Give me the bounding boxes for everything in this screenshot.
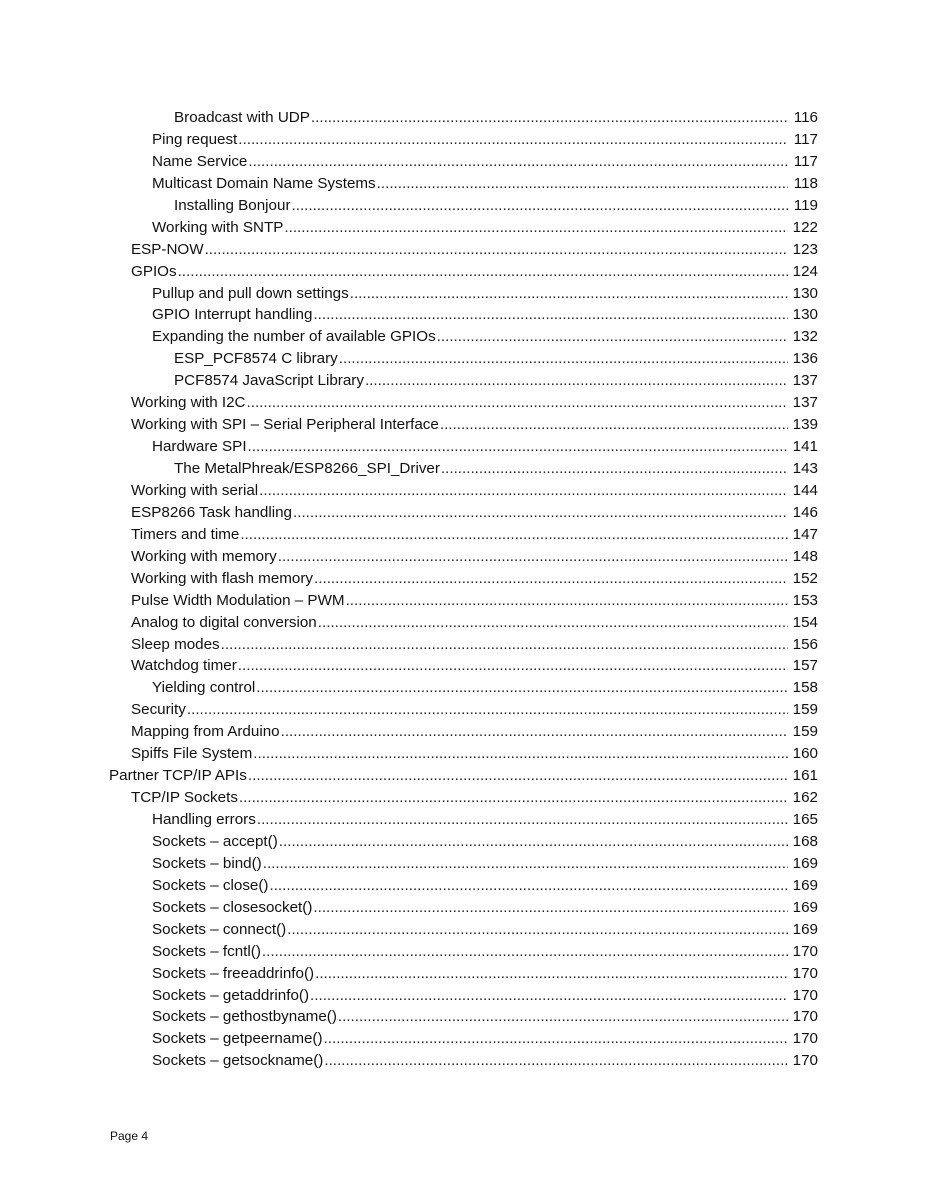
page-footer-label: Page 4 — [110, 1129, 149, 1143]
toc-entry-title: Timers and time — [131, 524, 239, 546]
toc-entry[interactable] — [0, 612, 818, 634]
toc-entry-page-number: 141 — [792, 438, 818, 456]
toc-entry-page-number: 165 — [792, 811, 818, 828]
toc-entry-title: GPIO Interrupt handling — [152, 304, 312, 326]
toc-entry-page-number: 152 — [792, 569, 818, 587]
toc-entry-title: Sockets – freeaddrinfo() — [152, 963, 314, 985]
toc-entry-page-number: 170 — [792, 1008, 818, 1026]
toc-entry-title: Hardware SPI — [152, 436, 247, 458]
toc-dot-leader — [311, 107, 788, 129]
toc-entry-title: PCF8574 JavaScript Library — [174, 370, 364, 392]
toc-entry-page-number: 130 — [792, 306, 818, 324]
toc-entry[interactable] — [0, 326, 818, 348]
toc-entry-page-number: 116 — [793, 109, 818, 126]
toc-entry-title: Sockets – bind() — [152, 853, 262, 875]
toc-entry-page-number: 158 — [792, 679, 818, 697]
toc-entry-title: Expanding the number of available GPIOs — [152, 326, 436, 348]
toc-entry[interactable] — [0, 524, 818, 546]
toc-entry-title: Sockets – getpeername() — [152, 1028, 323, 1050]
toc-dot-leader — [221, 634, 788, 656]
toc-dot-leader — [248, 436, 788, 458]
toc-entry-page-number: 147 — [792, 525, 818, 543]
toc-entry-title: Pulse Width Modulation – PWM — [131, 590, 345, 612]
toc-entry[interactable] — [0, 1028, 818, 1050]
toc-dot-leader — [240, 524, 788, 546]
toc-entry[interactable] — [0, 502, 818, 524]
toc-entry[interactable] — [0, 392, 818, 414]
toc-entry-page-number: 153 — [792, 591, 818, 609]
toc-dot-leader — [238, 655, 788, 677]
toc-entry[interactable] — [0, 721, 818, 743]
toc-entry[interactable] — [0, 348, 818, 370]
toc-dot-leader — [313, 304, 788, 326]
toc-dot-leader — [292, 195, 788, 217]
toc-entry[interactable] — [0, 963, 818, 985]
toc-dot-leader — [310, 985, 788, 1007]
toc-entry[interactable] — [0, 129, 818, 151]
toc-dot-leader — [324, 1050, 788, 1072]
toc-entry-title: TCP/IP Sockets — [131, 787, 238, 809]
toc-entry-title: Sockets – getsockname() — [152, 1050, 323, 1072]
toc-entry-title: ESP8266 Task handling — [131, 502, 292, 524]
toc-entry-title: Handling errors — [152, 809, 256, 831]
toc-dot-leader — [350, 283, 788, 305]
toc-entry-page-number: 160 — [792, 745, 818, 763]
toc-entry-page-number: 146 — [792, 503, 818, 521]
toc-entry[interactable] — [0, 173, 818, 195]
toc-entry-page-number: 122 — [792, 218, 818, 236]
toc-entry-page-number: 137 — [792, 372, 818, 390]
toc-entry[interactable] — [0, 941, 818, 963]
toc-entry-page-number: 144 — [792, 481, 818, 499]
toc-entry[interactable] — [0, 217, 818, 239]
toc-entry-page-number: 170 — [792, 1052, 818, 1070]
toc-dot-leader — [238, 129, 788, 151]
toc-entry-page-number: 117 — [793, 130, 818, 148]
toc-dot-leader — [256, 677, 788, 699]
toc-entry-page-number: 169 — [792, 876, 818, 894]
toc-dot-leader — [281, 721, 788, 743]
toc-entry[interactable] — [0, 1050, 818, 1072]
toc-dot-leader — [284, 217, 788, 239]
toc-entry-page-number: 157 — [792, 657, 818, 675]
toc-entry-page-number: 136 — [792, 350, 818, 368]
toc-entry-page-number: 170 — [792, 986, 818, 1004]
toc-entry-page-number: 137 — [792, 394, 818, 412]
toc-entry[interactable] — [0, 919, 818, 941]
toc-entry-title: Watchdog timer — [131, 655, 237, 677]
toc-entry[interactable] — [0, 831, 818, 853]
toc-entry-title: Pullup and pull down settings — [152, 283, 349, 305]
toc-entry-page-number: 161 — [792, 767, 818, 785]
toc-dot-leader — [178, 261, 788, 283]
toc-entry[interactable] — [0, 677, 818, 699]
toc-dot-leader — [247, 392, 788, 414]
toc-entry[interactable] — [0, 370, 818, 392]
toc-entry[interactable] — [0, 809, 818, 831]
toc-dot-leader — [437, 326, 788, 348]
toc-dot-leader — [269, 875, 788, 897]
toc-entry-title: GPIOs — [131, 261, 177, 283]
toc-dot-leader — [339, 348, 788, 370]
toc-dot-leader — [262, 941, 788, 963]
toc-dot-leader — [253, 743, 788, 765]
toc-entry-title: Partner TCP/IP APIs — [109, 765, 247, 787]
toc-entry[interactable] — [0, 261, 818, 283]
toc-entry-title: Sockets – getaddrinfo() — [152, 985, 309, 1007]
toc-entry-page-number: 132 — [792, 328, 818, 346]
toc-entry-title: Working with memory — [131, 546, 277, 568]
toc-entry-page-number: 169 — [792, 854, 818, 872]
toc-entry[interactable] — [0, 743, 818, 765]
toc-entry-title: Analog to digital conversion — [131, 612, 317, 634]
toc-entry[interactable] — [0, 699, 818, 721]
toc-entry[interactable] — [0, 985, 818, 1007]
toc-entry-title: Working with I2C — [131, 392, 246, 414]
toc-entry[interactable] — [0, 283, 818, 305]
toc-entry-title: Broadcast with UDP — [174, 107, 310, 129]
toc-entry-title: Working with flash memory — [131, 568, 313, 590]
toc-entry[interactable] — [0, 787, 818, 809]
toc-entry-page-number: 119 — [793, 196, 818, 214]
toc-dot-leader — [187, 699, 788, 721]
toc-dot-leader — [248, 151, 788, 173]
toc-entry-page-number: 139 — [792, 416, 818, 434]
toc-dot-leader — [239, 787, 788, 809]
toc-dot-leader — [278, 546, 788, 568]
toc-entry-page-number: 169 — [792, 898, 818, 916]
toc-entry[interactable] — [0, 765, 818, 787]
toc-entry-page-number: 130 — [792, 284, 818, 302]
toc-entry[interactable] — [0, 107, 818, 129]
toc-entry-page-number: 154 — [792, 613, 818, 631]
toc-entry[interactable] — [0, 568, 818, 590]
toc-entry[interactable] — [0, 480, 818, 502]
toc-dot-leader — [279, 831, 788, 853]
toc-entry-page-number: 143 — [792, 460, 818, 477]
toc-entry-title: ESP_PCF8574 C library — [174, 348, 338, 370]
toc-entry-title: Multicast Domain Name Systems — [152, 173, 376, 195]
toc-entry[interactable] — [0, 590, 818, 612]
toc-entry-title: Sockets – close() — [152, 875, 268, 897]
toc-dot-leader — [314, 568, 788, 590]
toc-entry-page-number: 156 — [792, 635, 818, 653]
toc-entry-page-number: 162 — [792, 789, 818, 807]
toc-dot-leader — [324, 1028, 788, 1050]
toc-entry-title: Sleep modes — [131, 634, 220, 656]
toc-entry-title: Sockets – accept() — [152, 831, 278, 853]
toc-entry-title: Security — [131, 699, 186, 721]
toc-entry-title: Mapping from Arduino — [131, 721, 280, 743]
toc-entry-page-number: 170 — [792, 1030, 818, 1048]
toc-entry-title: Working with SNTP — [152, 217, 283, 239]
toc-entry-page-number: 118 — [793, 174, 818, 192]
toc-entry-title: Yielding control — [152, 677, 255, 699]
toc-entry-page-number: 168 — [792, 832, 818, 850]
toc-entry-title: Sockets – connect() — [152, 919, 286, 941]
toc-entry-title: Name Service — [152, 151, 247, 173]
toc-dot-leader — [441, 458, 788, 480]
toc-dot-leader — [440, 414, 788, 436]
toc-entry[interactable] — [0, 853, 818, 875]
toc-entry[interactable] — [0, 875, 818, 897]
toc-dot-leader — [313, 897, 788, 919]
toc-entry-title: Sockets – fcntl() — [152, 941, 261, 963]
toc-entry-page-number: 117 — [793, 152, 818, 170]
toc-dot-leader — [257, 809, 788, 831]
toc-entry[interactable] — [0, 655, 818, 677]
toc-dot-leader — [315, 963, 788, 985]
toc-entry-title: Sockets – closesocket() — [152, 897, 312, 919]
toc-entry[interactable] — [0, 436, 818, 458]
toc-entry[interactable] — [0, 634, 818, 656]
toc-entry[interactable] — [0, 546, 818, 568]
toc-entry[interactable] — [0, 151, 818, 173]
toc-entry-page-number: 169 — [792, 920, 818, 938]
toc-dot-leader — [338, 1006, 788, 1028]
toc-entry[interactable] — [0, 897, 818, 919]
toc-dot-leader — [365, 370, 788, 392]
toc-dot-leader — [346, 590, 788, 612]
toc-entry[interactable] — [0, 458, 818, 480]
toc-dot-leader — [259, 480, 788, 502]
toc-entry-page-number: 124 — [792, 262, 818, 280]
toc-entry-title: ESP-NOW — [131, 239, 204, 261]
toc-dot-leader — [263, 853, 788, 875]
toc-dot-leader — [377, 173, 788, 195]
toc-entry-page-number: 159 — [792, 701, 818, 719]
toc-entry-page-number: 170 — [792, 942, 818, 960]
toc-entry-page-number: 123 — [792, 240, 818, 258]
toc-dot-leader — [318, 612, 788, 634]
toc-entry-page-number: 159 — [792, 723, 818, 741]
toc-entry-title: Working with SPI – Serial Peripheral Interface — [131, 414, 439, 436]
toc-dot-leader — [287, 919, 788, 941]
toc-entry-page-number: 148 — [792, 547, 818, 565]
toc-entry-title: Ping request — [152, 129, 237, 151]
toc-entry-title: Spiffs File System — [131, 743, 252, 765]
toc-dot-leader — [248, 765, 788, 787]
toc-entry-title: Sockets – gethostbyname() — [152, 1006, 337, 1028]
toc-dot-leader — [293, 502, 788, 524]
toc-entry-title: The MetalPhreak/ESP8266_SPI_Driver — [174, 458, 440, 480]
toc-dot-leader — [205, 239, 788, 261]
toc-entry[interactable] — [0, 195, 818, 217]
toc-entry[interactable] — [0, 304, 818, 326]
toc-entry[interactable] — [0, 239, 818, 261]
table-of-contents — [0, 107, 926, 1072]
toc-entry[interactable] — [0, 414, 818, 436]
toc-entry-title: Installing Bonjour — [174, 195, 291, 217]
toc-entry-page-number: 170 — [792, 964, 818, 982]
toc-entry-title: Working with serial — [131, 480, 258, 502]
toc-entry[interactable] — [0, 1006, 818, 1028]
